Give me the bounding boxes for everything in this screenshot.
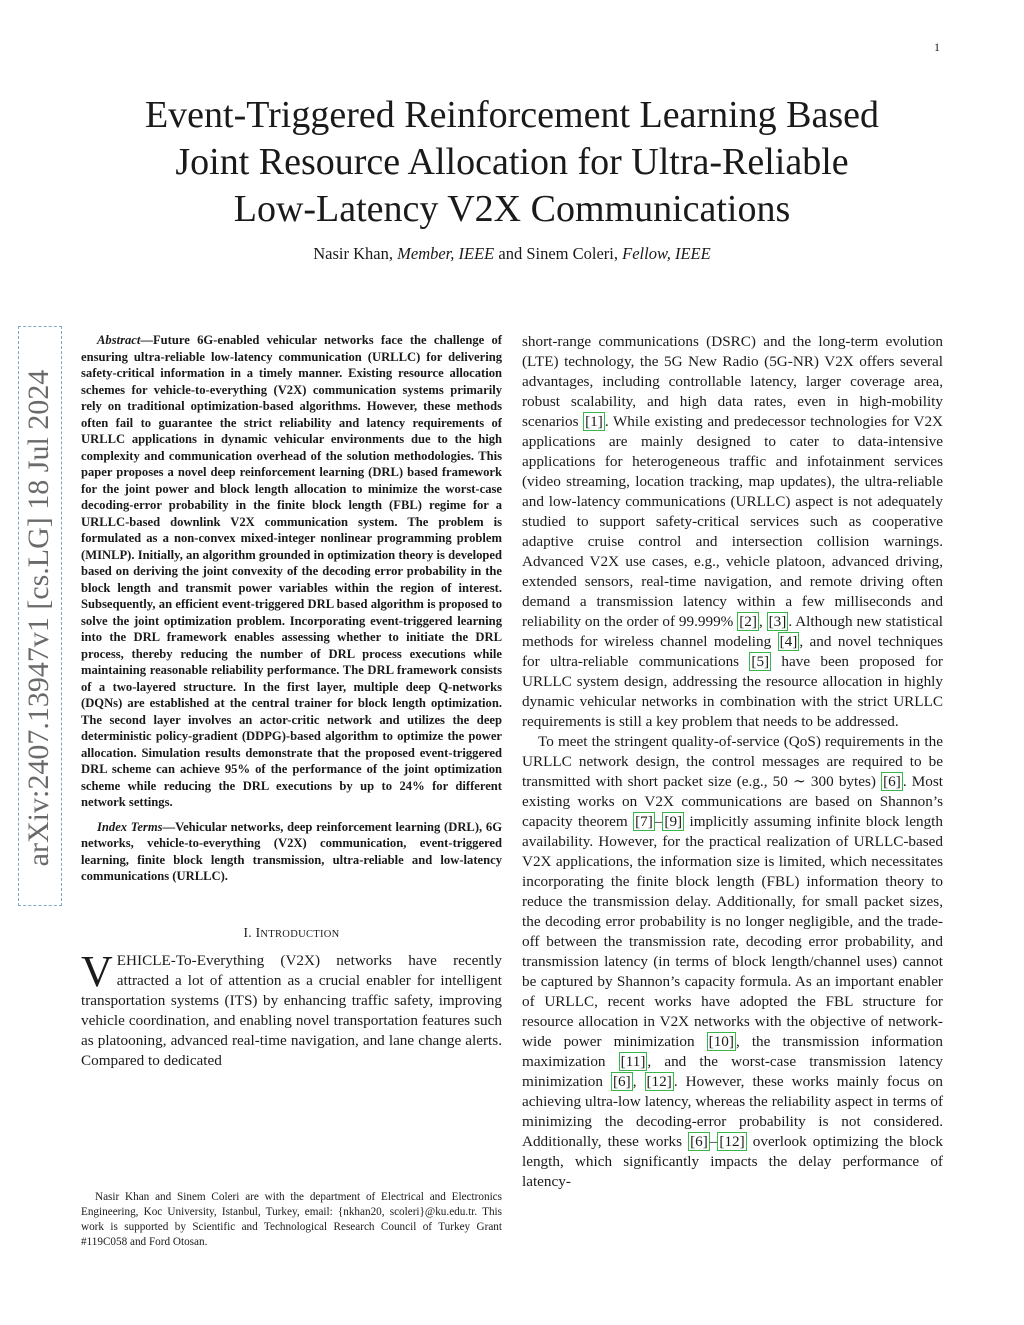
citation-link[interactable]: [12] — [719, 1133, 745, 1150]
section-title-initial: I — [255, 924, 261, 940]
title-line: Event-Triggered Reinforcement Learning Based — [144, 94, 880, 136]
citation-link[interactable]: [9] — [664, 813, 683, 830]
citation-link[interactable]: [3] — [768, 613, 787, 630]
section-title-rest: NTRODUCTION — [260, 928, 340, 940]
footnote: Nasir Khan and Sinem Coleri are with the department of Electrical and Electronics Engineering, Koc University, Istanbul, Turkey, email: {nkhan20, scoleri}@ku.edu.tr. This work is supported by Scientific and Technological Research Council of Turkey Grant #119C058 and Ford Otosan. — [81, 1191, 502, 1248]
section-heading — [81, 925, 502, 941]
citation-link[interactable]: [12] — [646, 1073, 672, 1090]
body-text: , — [758, 613, 767, 630]
arxiv-stamp: arXiv:2407.13947v1 [cs.LG] 18 Jul 2024 — [22, 369, 55, 867]
index-terms-text: —Vehicular networks, deep reinforcement learning (DRL), 6G networks, vehicle-to-everything (V2X) communication, event-triggered learning, finite block length transmission, ultra-reliable and low-latency communications (URLLC). — [81, 819, 502, 883]
citation-link[interactable]: [4] — [779, 633, 798, 650]
abstract-label: Abstract — [97, 333, 141, 347]
index-terms-label: Index Terms — [97, 819, 163, 834]
body-text: . Most existing works on V2X communications are based on Shannon’s capacity theorem — [522, 773, 943, 830]
intro-text: EHICLE-To-Everything (V2X) networks have recently attracted a lot of attention as a crucial enabler for intelligent transportation systems (ITS) by enhancing traffic safety, improving vehicle coordination, and enabling novel transportation features such as platooning, advanced real-time navigation, and lane change alerts. Compared to dedicated — [81, 951, 502, 1069]
body-text: , — [632, 1073, 645, 1090]
citation-link[interactable]: [7] — [635, 813, 653, 830]
body-text: – — [654, 813, 663, 830]
body-text: To meet the stringent quality-of-service (QoS) requirements in the URLLC network design, the control messages are required to be transmitted with short packet size (e.g., 50 ∼ 300 bytes) — [522, 733, 943, 790]
title-line: Low-Latency V2X Communications — [233, 188, 791, 230]
page-number: 1 — [934, 40, 940, 54]
body-text: overlook optimizing the block length, which significantly impacts the delay performance of latency- — [522, 1133, 943, 1190]
body-paragraph — [522, 332, 943, 732]
drop-cap: V — [81, 946, 113, 996]
index-terms — [81, 819, 502, 885]
citation-link[interactable]: [11] — [620, 1053, 646, 1070]
left-column — [81, 332, 502, 1071]
body-text: have been proposed for URLLC system design, addressing the resource allocation in highly dynamic vehicular networks in combination with the strict URLLC requirements is still a key problem that needs to be addressed. — [522, 653, 943, 730]
right-column — [522, 332, 943, 1192]
abstract-text: —Future 6G-enabled vehicular networks face the challenge of ensuring ultra-reliable low-latency communication (URLLC) for delivering safety-critical information in a timely manner. Existing resource allocation schemes for vehicle-to-everything (V2X) communication systems primarily rely on traditional optimization-based algorithms. However, these methods often fail to guarantee the strict reliability and latency requirements of URLLC applications in dynamic vehicular environments due to the high complexity and communication overhead of the solution methodologies. This paper proposes a novel deep reinforcement learning (DRL) based framework for the joint power and block length allocation to minimize the worst-case decoding-error probability in the finite block length (FBL) regime for a URLLC-based downlink V2X communication system. The problem is formulated as a non-convex mixed-integer nonlinear programming problem (MINLP). Initially, an algorithm grounded in optimization theory is developed based on deriving the joint convexity of the decoding error probability in the block length and transmit power variables within the region of interest. Subsequently, an efficient event-triggered DRL based algorithm is proposed to solve the joint optimization problem. Incorporating event-triggered learning into the DRL framework enables assessing whether to initiate the DRL process, thereby reducing the number of DRL process executions while maintaining reasonable reliability performance. The DRL framework consists of a two-layered structure. In the first layer, multiple deep Q-networks (DQNs) are established at the central trainer for block length optimization. The second layer involves an actor-critic network and utilizes the deep deterministic policy-gradient (DDPG)-based algorithm to optimize the power allocation. Simulation results demonstrate that the proposed event-triggered DRL scheme can achieve 95% of the performance of the joint optimization scheme while reducing the DRL executions by up to 24% for different network settings. — [81, 333, 502, 809]
section-number: I. — [243, 924, 256, 940]
author-membership: Member, IEEE — [397, 244, 495, 263]
body-paragraph — [522, 732, 943, 1192]
body-text: . While existing and predecessor technologies for V2X applications are mainly designed to cater to data-intensive applications for heterogeneous traffic and infotainment services (video streaming, location tracking, map updates), the ultra-reliable and low-latency communications (URLLC) aspect is not adequately studied to support safety-critical services such as cooperative adaptive cruise control and intersection collision warnings. Advanced V2X use cases, e.g., vehicle platoon, advanced driving, extended sensors, real-time navigation, and remote driving often demand a transmission latency within a few milliseconds and reliability on the order of 99.999% — [522, 413, 943, 630]
body-text: , and the worst-case transmission latency minimization — [522, 1053, 943, 1090]
citation-link[interactable]: [2] — [739, 613, 757, 630]
citation-link[interactable]: [1] — [585, 413, 603, 430]
author-name: and Sinem Coleri, — [494, 244, 623, 263]
citation-link[interactable]: [10] — [708, 1033, 734, 1050]
title-line: Joint Resource Allocation for Ultra-Reliable — [175, 141, 849, 183]
author-line — [80, 244, 944, 264]
body-text: . However, these works mainly focus on achieving ultra-low latency, whereas the reliability aspect in terms of minimizing the decoding-error probability is not considered. Additionally, these works — [522, 1073, 943, 1150]
author-name: Nasir Khan, — [313, 244, 398, 263]
body-text: , the transmission information maximization — [522, 1033, 943, 1070]
citation-link[interactable]: [6] — [690, 1133, 708, 1150]
body-text: short-range communications (DSRC) and the long-term evolution (LTE) technology, the 5G New Radio (5G-NR) V2X offers several advantages, including controllable latency, larger coverage area, robust scalability, and high data rates, even in high-mobility scenarios — [522, 333, 943, 430]
intro-paragraph — [81, 946, 502, 1071]
body-text: . Although new statistical methods for wireless channel modeling — [522, 613, 943, 650]
body-text: implicitly assuming infinite block length availability. However, for the practical realization of URLLC-based V2X applications, the information size is limited, which necessitates incorporating the finite block length (FBL) information theory to reduce the transmission delay. Additionally, for small packet sizes, the decoding error probability is no longer negligible, and the trade-off between the transmission rate, decoding error probability, and transmission latency (in terms of block length/channel uses) cannot be captured by Shannon’s capacity formula. As an important enabler of URLLC, recent works have adopted the FBL structure for resource allocation in V2X networks with the objective of network-wide power minimization — [522, 813, 943, 1050]
body-text: – — [709, 1133, 718, 1150]
body-text: , and novel techniques for ultra-reliable communications — [522, 633, 943, 670]
citation-link[interactable]: [6] — [883, 773, 901, 790]
citation-link[interactable]: [6] — [612, 1073, 631, 1090]
author-membership: Fellow, IEEE — [622, 244, 711, 263]
paper-title — [80, 92, 944, 233]
abstract — [81, 332, 502, 811]
citation-link[interactable]: [5] — [751, 653, 770, 670]
